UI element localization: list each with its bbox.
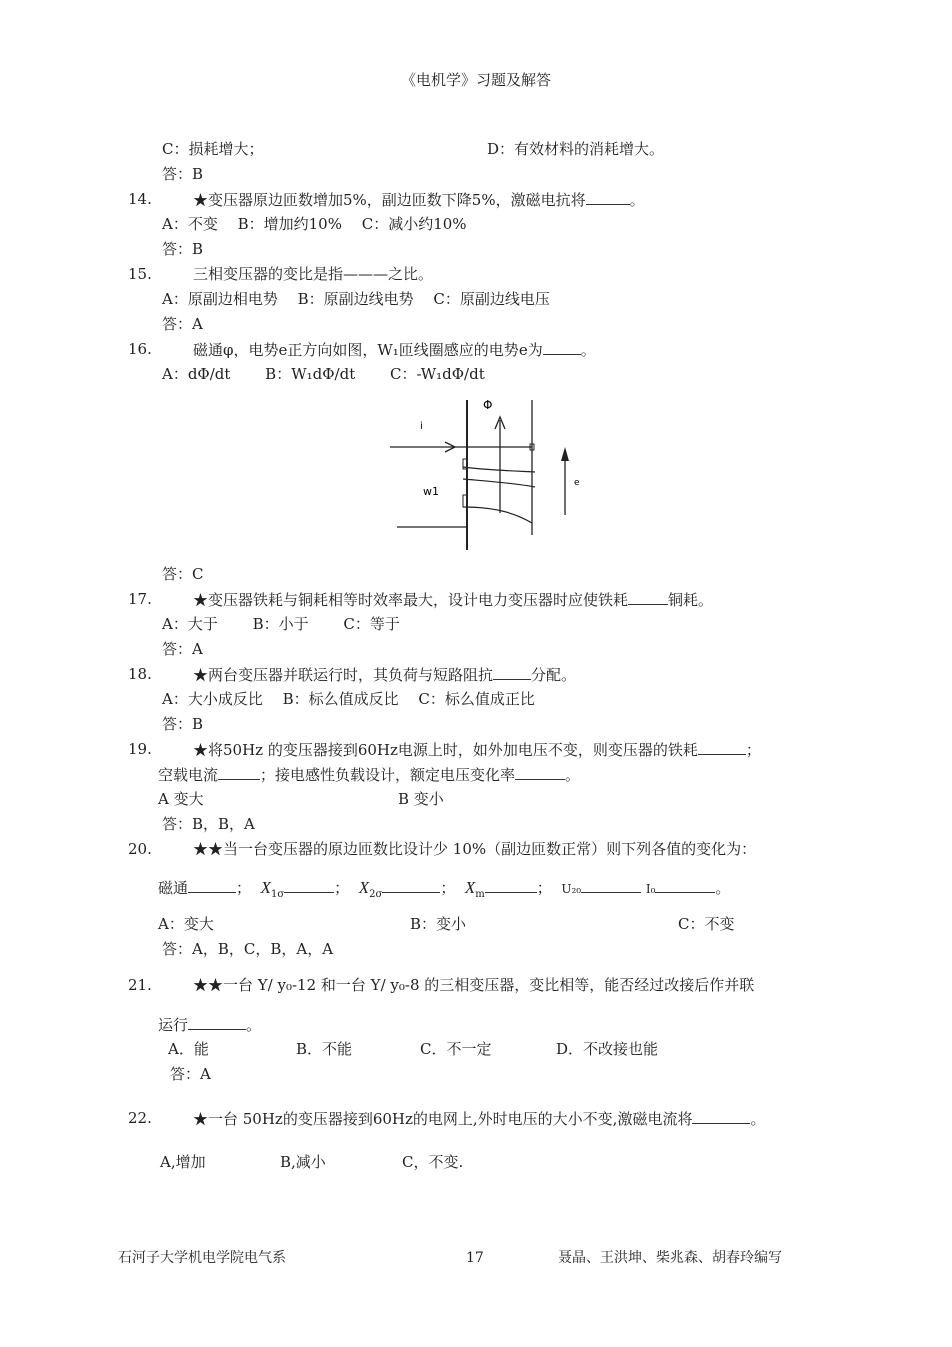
coil-turn-1 [463,467,535,472]
q14-blank[interactable] [586,189,630,205]
q19-option-b: B 变小 [398,790,444,808]
q20-number: 20. [128,840,152,858]
q21-number: 21. [128,976,152,994]
q20-option-a: A：变大 [158,915,214,933]
q22-number: 22. [128,1109,152,1127]
q19-option-a: A 变大 [158,790,204,808]
q14-options: A：不变 B：增加约10% C：减小约10% [162,215,467,233]
q18-answer: 答：B [162,715,204,733]
q18-number: 18. [128,665,152,683]
q22-blank[interactable] [692,1108,750,1124]
q17-answer: 答：A [162,640,203,658]
q19-text: ★将50Hz 的变压器接到60Hz电源上时，如外加电压不变，则变压器的铁耗 ； [193,741,761,759]
q19-blank-1[interactable] [698,739,746,755]
q20-blank-flux[interactable] [188,877,236,893]
transformer-coil-figure [385,395,585,555]
q18-options: A：大小成反比 B：标么值成反比 C：标么值成正比 [162,690,535,708]
q20-text: ★★当一台变压器的原边匝数比设计少 10%（副边匝数正常）则下列各值的变化为： [193,840,757,858]
q15-answer: 答：A [162,315,203,333]
q19-answer: 答：B，B，A [162,815,255,833]
q20-option-b: B：变小 [410,915,467,933]
q22-option-a: A,增加 [160,1153,206,1171]
q21-option-b: B．不能 [296,1040,353,1058]
q19-blank-2[interactable] [218,764,260,780]
q14-text: ★变压器原边匝数增加5%，副边匝数下降5%，激磁电抗将 。 [193,191,645,209]
q21-option-c: C．不一定 [420,1040,492,1058]
q21-option-a: A．能 [168,1040,209,1058]
footer-page-number: 17 [466,1250,484,1266]
q16-number: 16. [128,340,152,358]
q22-text: ★一台 50Hz的变压器接到60Hz的电网上,外时电压的大小不变,激磁电流将 。 [193,1110,766,1128]
prev-option-c: C：损耗增大； [162,140,264,158]
q19-line2: 空载电流 ；接电感性负载设计，额定电压变化率 。 [158,766,581,784]
page-header: 《电机学》习题及解答 [400,71,551,89]
q17-text: ★变压器铁耗与铜耗相等时效率最大，设计电力变压器时应使铁耗 铜耗。 [193,591,714,609]
q19-blank-3[interactable] [515,764,565,780]
q20-blank-xm[interactable] [485,877,537,893]
q17-options: A：大于 B：小于 C：等于 [162,615,400,633]
q21-answer: 答：A [170,1065,211,1083]
q20-blank-i0[interactable] [655,877,715,893]
emf-arrowhead [561,447,569,461]
flux-label: Φ [483,398,493,412]
q14-answer: 答：B [162,240,204,258]
q20-option-c: C：不变 [678,915,735,933]
q22-option-c: C，不变. [402,1153,464,1171]
q17-blank[interactable] [628,589,668,605]
q17-number: 17. [128,590,152,608]
q16-options: A：dΦ/dt B：W₁dΦ/dt C：-W₁dΦ/dt [162,365,485,383]
q18-blank[interactable] [493,664,531,680]
q21-option-d: D．不改接也能 [556,1040,659,1058]
q14-number: 14. [128,190,152,208]
emf-label: e [574,478,580,488]
q21-text: ★★一台 Y/ y₀-12 和一台 Y/ y₀-8 的三相变压器，变比相等，能否经过改接后作并联 [193,976,755,994]
q20-blank-u20[interactable] [581,877,641,893]
q18-text: ★两台变压器并联运行时，其负荷与短路阻抗 分配。 [193,666,577,684]
q20-blank-x1[interactable] [284,877,334,893]
q15-number: 15. [128,265,152,283]
prev-option-d: D：有效材料的消耗增大。 [487,140,665,158]
q22-option-b: B,减小 [280,1153,326,1171]
coil-turn-2 [463,479,535,487]
q20-blank-x2[interactable] [382,877,440,893]
q19-number: 19. [128,740,152,758]
coil-turn-3 [463,507,532,523]
q15-text: 三相变压器的变比是指———之比。 [193,265,434,283]
q20-answer: 答：A，B，C，B，A，A [162,940,334,958]
current-label: i [420,421,423,432]
footer-authors: 聂晶、王洪坤、柴兆森、胡春玲编写 [558,1250,782,1266]
coil-label: w1 [423,485,439,498]
footer-department: 石河子大学机电学院电气系 [118,1250,286,1266]
q21-blank[interactable] [188,1014,246,1030]
prev-answer: 答：B [162,165,204,183]
q21-line2: 运行 。 [158,1016,262,1034]
q16-answer: 答：C [162,565,204,583]
q16-text: 磁通φ，电势e正方向如图，W₁匝线圈感应的电势e为 。 [193,341,596,359]
q20-blanks-line: 磁通 ； $X_{1\sigma}$ ； $X_{2\sigma}$ ； $X_m$ ； U₂₀ I₀ 。 [158,878,731,900]
q16-blank[interactable] [543,339,581,355]
q15-options: A：原副边相电势 B：原副边线电势 C：原副边线电压 [162,290,550,308]
